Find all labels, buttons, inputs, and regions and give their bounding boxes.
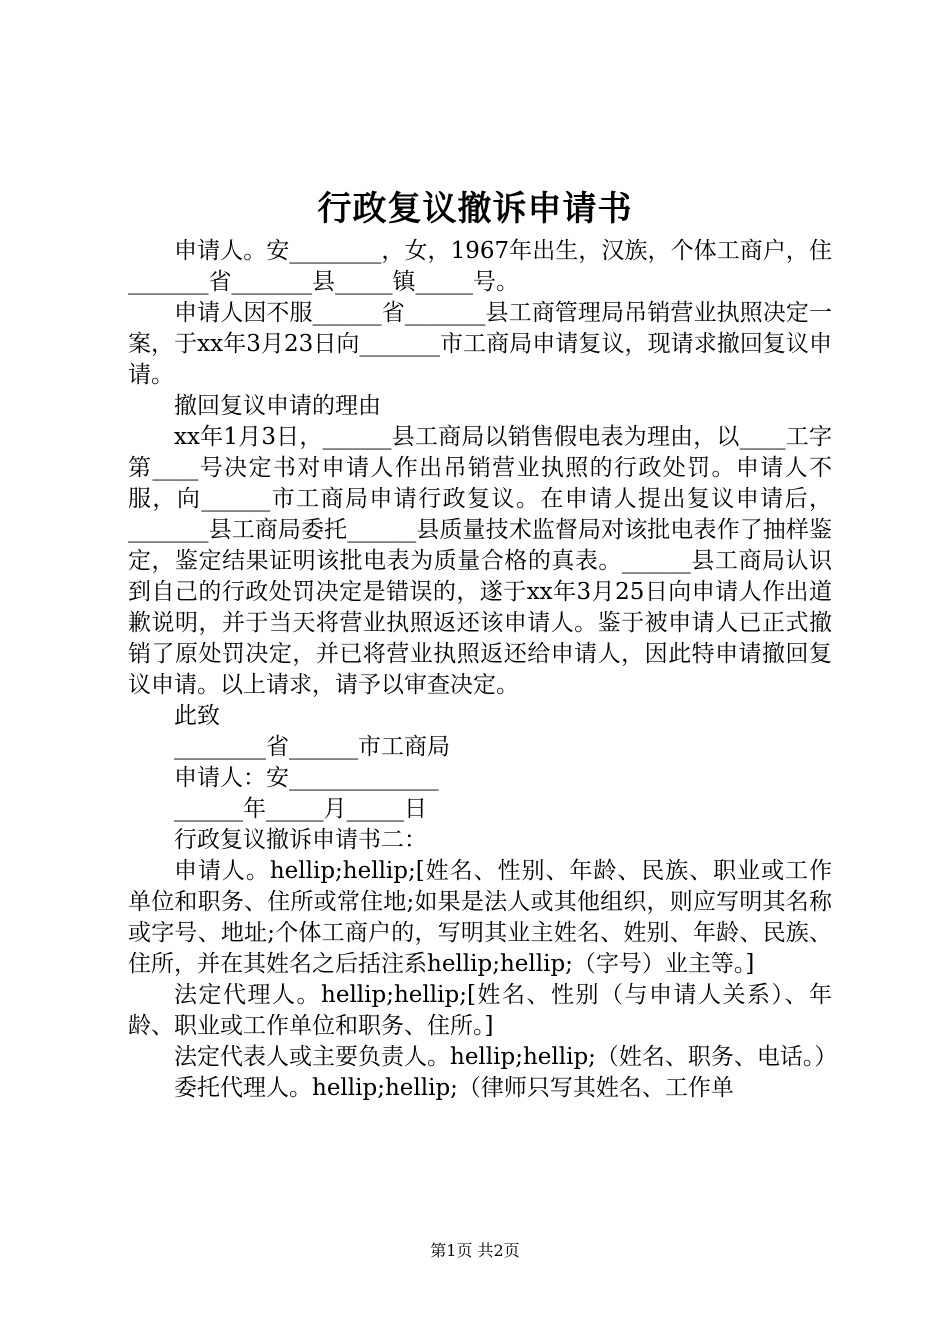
- paragraph-legal-agent: 法定代理人。hellip;hellip;[姓名、性别（与申请人关系）、年龄、职业或工作单位和职务、住所。]: [128, 982, 832, 1039]
- paragraph-second-title: 行政复议撤诉申请书二：: [174, 827, 427, 853]
- paragraph-reason-heading: 撤回复议申请的理由: [174, 393, 381, 419]
- paragraph-reason: xx年1月3日，______县工商局以销售假电表为理由，以____工字第____号决定书对申请人作出吊销营业执照的行政处罚。申请人不服，向______市工商局申请行政复议。在申请人提出复议申请后，_______县工商局委托______县质量技术监督局对该批电表作了抽样鉴定，鉴定结果证明该批电表为质量合格的真表。______县工商局认识到自己的行政处罚决定是错误的，遂于xx年3月25日向申请人作出道歉说明，并于当天将营业执照返还该申请人。鉴于被申请人已正式撤销了原处罚决定，并已将营业执照返还给申请人，因此特申请撤回复议申请。以上请求，请予以审查决定。: [128, 424, 832, 698]
- paragraph-applicant-template: 申请人。hellip;hellip;[姓名、性别、年龄、民族、职业或工作单位和职务、住所或常住地;如果是法人或其他组织，则应写明其名称或字号、地址;个体工商户的，写明其业主姓名、姓别、年龄、民族、住所，并在其姓名之后括注系hellip;hellip;（字号）业主等。]: [128, 858, 832, 977]
- paragraph-legal-representative: 法定代表人或主要负责人。hellip;hellip;（姓名、职务、电话。）: [174, 1044, 838, 1070]
- paragraph-signature: 申请人：安_____________: [174, 765, 439, 791]
- page-footer: 第1页 共2页: [430, 1241, 520, 1260]
- document-body: [128, 236, 838, 1104]
- paragraph-salutation: 此致: [174, 703, 220, 729]
- paragraph-date: ______年_____月_____日: [174, 796, 427, 822]
- paragraph-entrusted-agent: 委托代理人。hellip;hellip;（律师只写其姓名、工作单: [174, 1075, 734, 1101]
- document-title: 行政复议撤诉申请书: [317, 189, 633, 229]
- paragraph-request: 申请人因不服______省_______县工商管理局吊销营业执照决定一案，于xx年3月23日向_______市工商局申请复议，现请求撤回复议申请。: [128, 300, 832, 388]
- paragraph-recipient: ________省______市工商局: [174, 734, 450, 760]
- paragraph-applicant: 申请人。安________，女，1967年出生，汉族，个体工商户，住_______省_______县_____镇_____号。: [128, 238, 832, 295]
